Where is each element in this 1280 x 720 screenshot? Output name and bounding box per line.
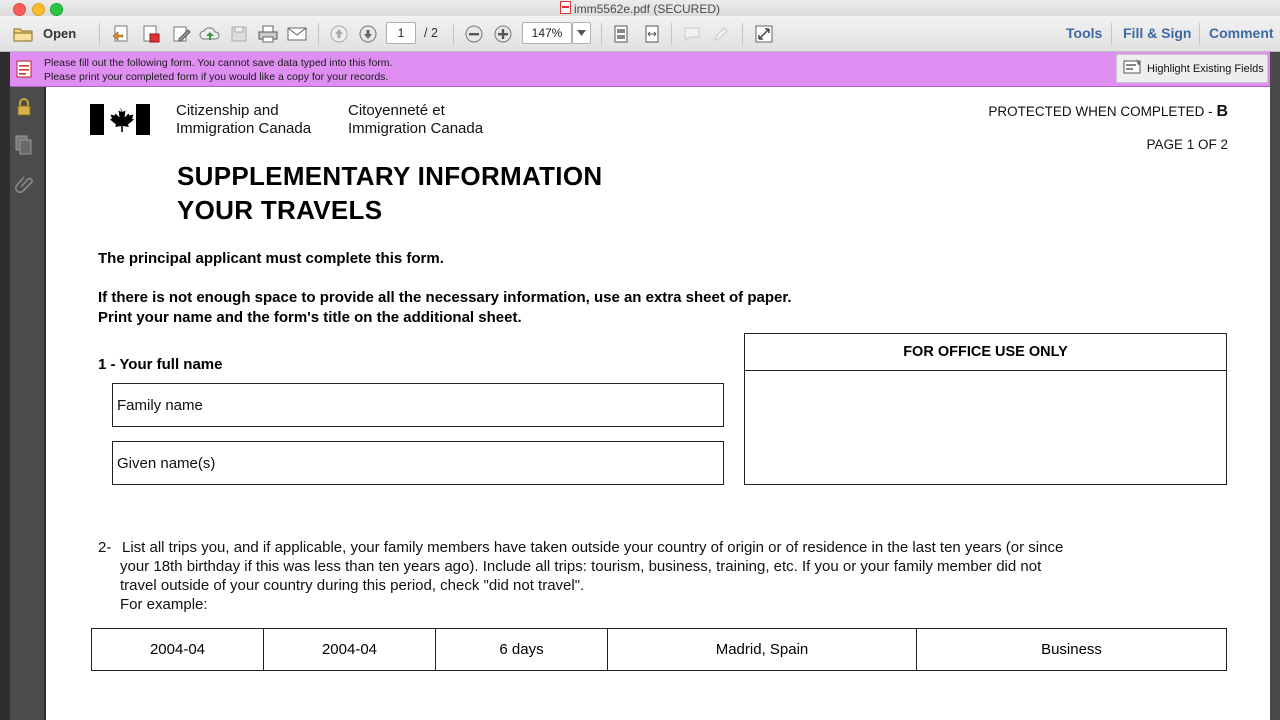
form-message-line-2: Please print your completed form if you would like a copy for your records. — [44, 71, 389, 83]
chevron-down-icon — [577, 30, 586, 36]
instruction-extra-sheet — [98, 288, 792, 328]
question-2-line-3: travel outside of your country during this period, check "did not travel". — [120, 577, 585, 594]
previous-page-button[interactable] — [327, 22, 351, 45]
expand-arrows-icon — [754, 24, 774, 44]
protected-notice — [988, 103, 1228, 121]
full-screen-button[interactable] — [752, 22, 776, 45]
department-en-line-2: Immigration Canada — [176, 120, 312, 137]
form-message-line-1: Please fill out the following form. You cannot save data typed into this form. — [44, 57, 393, 69]
example-duration: 6 days — [436, 629, 608, 671]
zoom-out-button[interactable] — [462, 22, 486, 45]
plus-circle-icon — [493, 24, 513, 44]
form-title-line-1: SUPPLEMENTARY INFORMATION — [177, 161, 603, 191]
print-button[interactable] — [256, 22, 280, 45]
envelope-icon — [286, 25, 308, 43]
email-button[interactable] — [285, 22, 309, 45]
highlight-fields-icon — [1123, 58, 1143, 79]
zoom-dropdown-button[interactable] — [572, 22, 591, 44]
given-names-label: Given name(s) — [117, 454, 216, 472]
export-button[interactable] — [109, 22, 133, 45]
page-total: / 2 — [424, 26, 438, 40]
arrow-up-circle-icon — [329, 24, 349, 44]
example-trip-table — [91, 628, 1227, 671]
fit-page-icon — [611, 24, 631, 44]
department-en-line-1: Citizenship and — [176, 102, 279, 119]
highlight-fields-button[interactable] — [1116, 54, 1268, 83]
highlight-fields-label: Highlight Existing Fields — [1147, 62, 1264, 75]
edit-button[interactable] — [169, 22, 193, 45]
cloud-upload-icon — [199, 24, 221, 44]
given-names-field[interactable] — [112, 441, 724, 485]
page-indicator: PAGE 1 OF 2 — [1146, 137, 1228, 152]
table-row — [92, 629, 1227, 671]
instruction-extra-sheet-line-2: Print your name and the form's title on the additional sheet. — [98, 309, 522, 326]
save-button[interactable] — [227, 22, 251, 45]
upload-cloud-button[interactable] — [198, 22, 222, 45]
highlighter-icon — [711, 24, 731, 44]
window-title — [0, 1, 1280, 16]
comment-link[interactable]: Comment — [1209, 25, 1274, 41]
page-number-value: 1 — [397, 26, 405, 40]
zoom-in-button[interactable] — [491, 22, 515, 45]
instruction-principal-applicant: The principal applicant must complete this form. — [98, 250, 444, 267]
security-lock-icon[interactable] — [15, 97, 33, 122]
fit-width-icon — [642, 24, 662, 44]
form-title-line-2: YOUR TRAVELS — [177, 195, 383, 225]
form-title — [177, 159, 602, 227]
question-1-label: 1 - Your full name — [98, 356, 223, 373]
open-button[interactable] — [12, 22, 82, 45]
department-fr-line-2: Immigration Canada — [348, 120, 484, 137]
example-to-date: 2004-04 — [264, 629, 436, 671]
comment-bubble-icon — [682, 24, 702, 44]
zoom-level-input[interactable] — [522, 22, 572, 44]
zoom-level-value: 147% — [531, 26, 563, 40]
form-notice-icon — [16, 60, 33, 83]
create-pdf-button[interactable] — [139, 22, 163, 45]
arrow-down-circle-icon — [358, 24, 378, 44]
protected-text: PROTECTED WHEN COMPLETED - — [988, 104, 1213, 119]
instruction-extra-sheet-line-1: If there is not enough space to provide all the necessary information, use an extra sheet of paper. — [98, 289, 792, 306]
pdf-file-icon — [560, 1, 571, 14]
open-label: Open — [43, 26, 77, 41]
window-title-text: imm5562e.pdf (SECURED) — [573, 2, 721, 16]
question-2-line-2: your 18th birthday if this was less than ten years ago). Include all trips: tourism, business, training, etc. If you or your family member did not — [120, 558, 1042, 575]
question-2-number: 2- — [98, 539, 112, 556]
minus-circle-icon — [464, 24, 484, 44]
form-message — [44, 56, 392, 84]
folder-icon — [12, 25, 34, 43]
page-thumbnails-icon[interactable] — [15, 135, 33, 160]
create-pdf-icon — [141, 24, 161, 44]
form-message-bar — [10, 52, 1270, 87]
family-name-label: Family name — [117, 396, 203, 414]
add-comment-button[interactable] — [680, 22, 704, 45]
fit-width-button[interactable] — [640, 22, 664, 45]
main-toolbar — [0, 16, 1280, 52]
department-name-en — [176, 102, 311, 138]
office-use-header: FOR OFFICE USE ONLY — [745, 334, 1226, 371]
example-purpose: Business — [917, 629, 1227, 671]
edit-pencil-icon — [171, 24, 191, 44]
pdf-page — [44, 87, 1272, 720]
canada-flag-logo — [90, 104, 150, 140]
department-fr-line-1: Citoyenneté et — [348, 102, 445, 119]
fit-page-button[interactable] — [609, 22, 633, 45]
navigation-rail — [10, 87, 40, 720]
export-icon — [111, 24, 131, 44]
family-name-field[interactable] — [112, 383, 724, 427]
tools-link[interactable]: Tools — [1066, 25, 1103, 41]
highlight-text-button[interactable] — [709, 22, 733, 45]
save-disk-icon — [229, 24, 249, 44]
protected-level: B — [1216, 103, 1228, 120]
office-use-box — [744, 333, 1227, 485]
window-titlebar — [0, 0, 1280, 16]
printer-icon — [257, 24, 279, 44]
example-from-date: 2004-04 — [92, 629, 264, 671]
fill-sign-link[interactable]: Fill & Sign — [1123, 25, 1192, 41]
next-page-button[interactable] — [356, 22, 380, 45]
question-2-text — [120, 538, 1180, 614]
department-name-fr — [348, 102, 483, 138]
attachments-paperclip-icon[interactable] — [15, 173, 33, 198]
page-number-input[interactable] — [386, 22, 416, 44]
example-destination: Madrid, Spain — [608, 629, 917, 671]
question-2-line-1: List all trips you, and if applicable, your family members have taken outside your country of origin or of residence in the last ten years (or since — [122, 539, 1064, 556]
question-2-example-label: For example: — [120, 596, 208, 613]
